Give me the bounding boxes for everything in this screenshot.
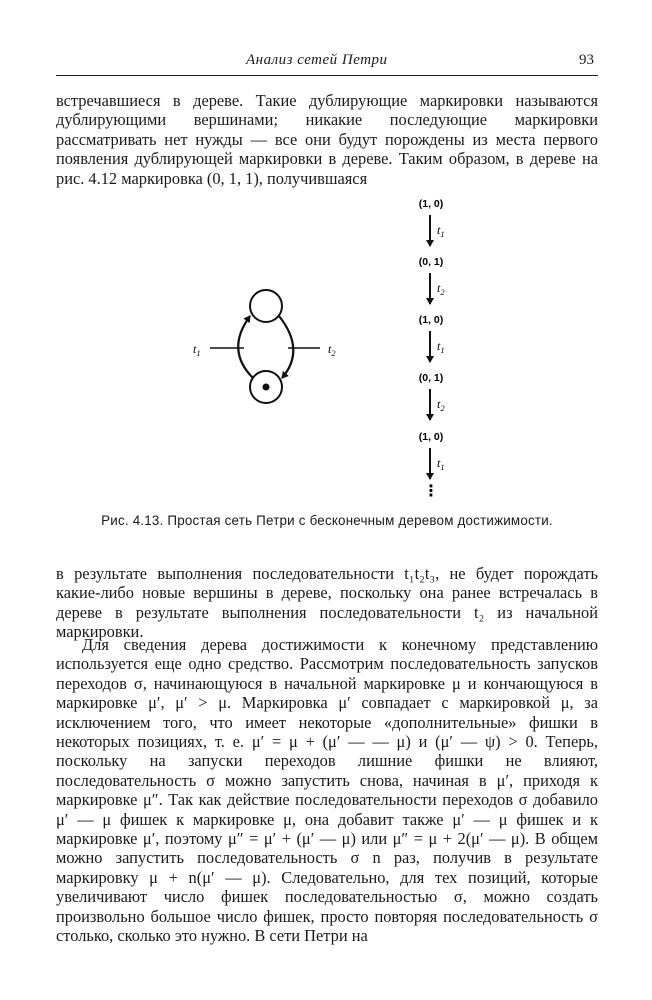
place-p1 [250,290,282,322]
arc-p2-t1-p1 [238,316,253,378]
running-title: Анализ сетей Петри [246,52,388,68]
arc-p1-t2-p2 [279,316,293,378]
tree-continuation: ⋮ [423,483,439,500]
tree-edge-2-label: $t_2$ [437,281,445,297]
page-number: 93 [579,52,594,68]
paragraph-3: Для сведения дерева достижимости к конечному представлению используется еще одно средство. Рассмотрим последовательность запусков переходов σ, начинающуюся в начальной маркировке μ и кончающуюся в маркировке μ′, μ′ > μ. Маркировка μ′ совпадает с маркировкой μ, за исключением того, что имеет некоторые «дополнительные» фишки в некоторых позициях, т. е. μ′ = μ + (μ′ — — μ) и (μ′ — ψ) > 0. Теперь, поскольку на запуски переходов лишние фишки не влияют, последовательность σ можно запустить снова, начиная в μ′, приходя к маркировке μ″. Так как действие последовательности переходов σ добавило μ′ — μ фишек к маркировке μ, она добавит также μ′ — μ фишек и к маркировке μ′, поэтому μ″ = μ′ + (μ′ — μ) или μ″ = μ + 2(μ′ — μ). В общем можно запустить последовательность σ n раз, получив в результате маркировку μ + n(μ′ — μ). Следовательно, для тех позиций, которые увеличивают число фишек последовательностью σ, можно создать произвольно большое число фишек, просто повторяя последовательность σ столько, сколько это нужно. В сети Петри на [56,635,598,946]
paragraph-1: встречавшиеся в дереве. Такие дублирующие маркировки называются дублирующими вершинами; никакие последующие маркировки рассматривать нет нужды — все они будут порождены из места первого появления дублирующей маркировки в дереве. Таким образом, в дереве на рис. 4.12 маркировка (0, 1, 1), получившаяся [56,91,598,188]
figure-caption: Рис. 4.13. Простая сеть Петри с бесконечным деревом достижимости. [101,513,553,528]
token [263,384,270,391]
transition-t2-label: $t_2$ [328,342,336,358]
tree-edge-5-label: $t_1$ [437,456,445,472]
tree-node-3: (1, 0) [418,314,444,326]
tree-node-4: (0, 1) [418,372,444,384]
tree-edge-4-label: $t_2$ [437,397,445,413]
tree-node-1: (1, 0) [418,198,444,210]
tree-node-5: (1, 0) [418,431,444,443]
tree-edge-1-label: $t_1$ [437,223,445,239]
reachability-tree [419,198,446,500]
tree-edge-3-label: $t_1$ [437,339,445,355]
tree-node-2: (0, 1) [418,256,444,268]
transition-t1-label: $t_1$ [193,342,201,358]
paragraph-2: в результате выполнения последовательности t₁t₂t₃, не будет порождать какие-либо новые вершины в дереве, поскольку она ранее встречалась в дереве в результате выполнения последовательности t₂ из начальной маркировки. [56,564,598,642]
petri-net [193,290,336,403]
